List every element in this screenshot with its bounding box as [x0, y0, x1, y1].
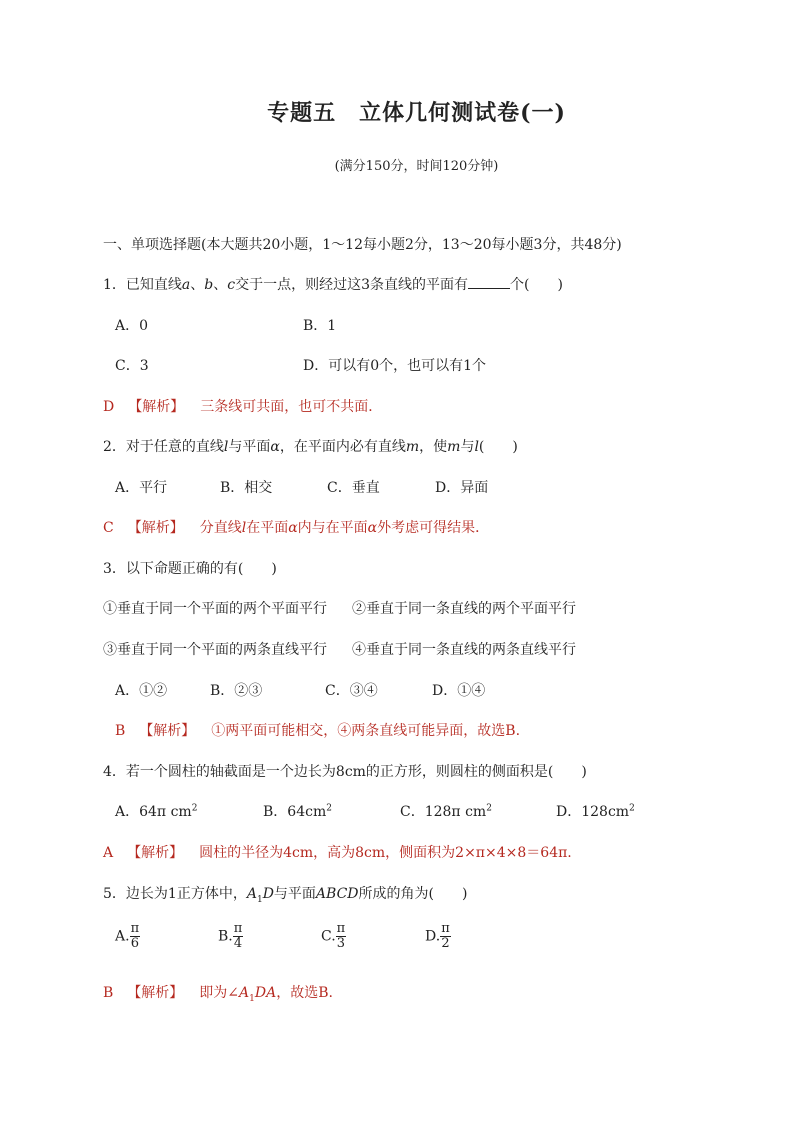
q3-proposition-3: ③垂直于同一个平面的两条直线平行 [103, 642, 327, 658]
q1-option-a: A．0 [115, 318, 149, 334]
q4-option-b: B．$64cm^2$ [263, 803, 332, 820]
question-5-stem: 5．边长为1正方体中，$A_1D$与平面ABCD所成的角为( ) [103, 886, 468, 905]
question-3-stem: 3．以下命题正确的有( ) [103, 561, 277, 577]
answer-blank [468, 276, 510, 289]
q2-option-c: C．垂直 [327, 480, 380, 496]
fraction: $\frac{\pi}{6}$ [130, 921, 140, 951]
q3-proposition-4: ④垂直于同一条直线的两条直线平行 [352, 642, 576, 658]
q2-option-a: A．平行 [115, 480, 168, 496]
q3-answer: B 【解析】 ①两平面可能相交，④两条直线可能异面，故选B. [115, 723, 521, 739]
q1-option-b: B．1 [303, 318, 337, 334]
q1-option-c: C．3 [115, 358, 149, 374]
q5-answer: B 【解析】 即为$\angle A_1DA$，故选B. [103, 985, 333, 1004]
q5-option-b: B. $\frac{\pi}{4}$ [218, 921, 243, 951]
page-title: 专题五 立体几何测试卷(一) [267, 100, 566, 126]
q5-option-d: D. $\frac{\pi}{2}$ [425, 921, 450, 951]
q5-option-c: C. $\frac{\pi}{3}$ [321, 921, 346, 951]
q2-answer: C 【解析】 分直线l在平面α内与在平面α外考虑可得结果． [103, 520, 490, 536]
fraction: $\frac{\pi}{4}$ [233, 921, 243, 951]
q1-answer: D 【解析】 三条线可共面，也可不共面． [103, 399, 383, 415]
q4-option-a: A．64π $cm^2$ [115, 803, 198, 820]
q3-option-c: C．③④ [325, 683, 378, 699]
question-4-stem: 4．若一个圆柱的轴截面是一个边长为8cm的正方形，则圆柱的侧面积是( ) [103, 764, 587, 780]
q3-proposition-2: ②垂直于同一条直线的两个平面平行 [352, 601, 576, 617]
fraction: $\frac{\pi}{2}$ [441, 921, 450, 951]
q4-option-c: C．128π $cm^2$ [400, 803, 492, 820]
q3-option-a: A．①② [115, 683, 168, 699]
q4-option-d: D．$128cm^2$ [556, 803, 635, 820]
question-2-stem: 2．对于任意的直线l与平面α，在平面内必有直线m，使m与l( ) [103, 439, 518, 455]
fraction: $\frac{\pi}{3}$ [336, 921, 346, 951]
q2-option-b: B．相交 [220, 480, 273, 496]
page-subtitle: (满分150分，时间120分钟) [334, 159, 499, 174]
q3-proposition-1: ①垂直于同一个平面的两个平面平行 [103, 601, 327, 617]
q3-option-b: B．②③ [210, 683, 263, 699]
q5-option-a: A. $\frac{\pi}{6}$ [115, 921, 140, 951]
q4-answer: A 【解析】 圆柱的半径为4cm，高为8cm，侧面积为2×π×4×8＝64π. [103, 845, 572, 861]
section-heading: 一、单项选择题(本大题共20小题，1～12每小题2分，13～20每小题3分，共48分) [103, 237, 622, 253]
q2-option-d: D．异面 [435, 480, 489, 496]
q3-option-d: D．①④ [432, 683, 486, 699]
q1-option-d: D．可以有0个，也可以有1个 [303, 358, 487, 374]
question-1-stem: 1．已知直线a、b、c交于一点，则经过这3条直线的平面有 个( ) [103, 277, 563, 293]
